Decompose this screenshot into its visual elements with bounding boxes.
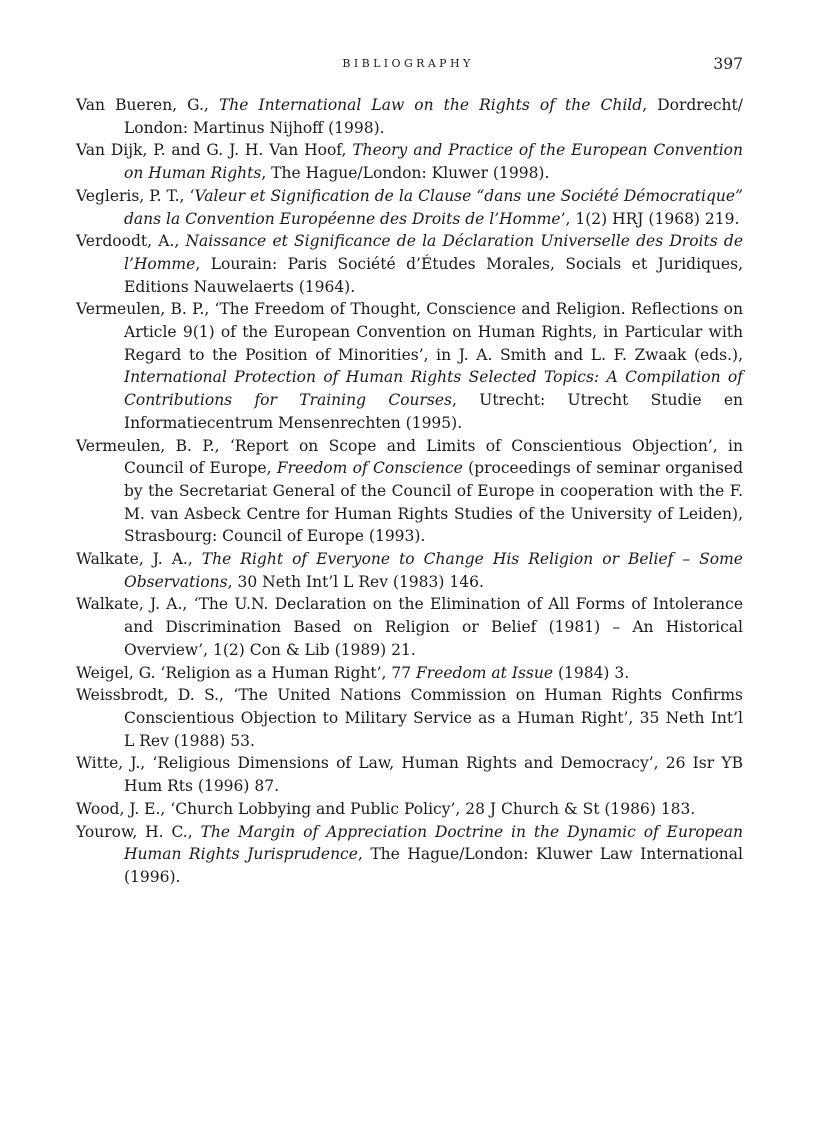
entry-title: The Right of Everyone to Change His Religion or Belief – Some Observations	[124, 550, 743, 591]
bibliography-entry	[76, 185, 743, 230]
bibliography-entry	[76, 821, 743, 889]
bibliography-entry	[76, 684, 743, 752]
entry-title: Valeur et Signification de la Clause “dans une Société Démocratique” dans la Convention Européenne des Droits de l’Homme	[124, 186, 743, 228]
entry-text: Vermeulen, B. P., ‘Report on Scope and Limits of Conscientious Objection’, in Council of Europe,	[76, 436, 743, 478]
entry-text: Walkate, J. A., ‘The U.N. Declaration on the Elimination of All Forms of Intolerance and Discrimination Based on Religion or Belief (1981) – An Historical Overview’, 1(2) Con & Lib (1989) 21.	[76, 595, 743, 659]
bibliography-entry	[76, 139, 743, 184]
entry-text: Yourow, H. C.,	[76, 822, 201, 841]
entry-text: Verdoodt, A.,	[76, 232, 186, 251]
bibliography-list	[76, 94, 743, 889]
entry-text: , Dordrecht/ London: Martinus Nijhoff (1998).	[124, 96, 743, 137]
entry-text: , Lourain: Paris Société d’Études Morales, Socials et Juridiques, Editions Nauwelaerts (1964).	[124, 254, 743, 296]
bibliography-entry	[76, 548, 743, 593]
running-title: BIBLIOGRAPHY	[342, 57, 474, 70]
entry-title: Freedom at Issue	[416, 663, 554, 682]
bibliography-entry	[76, 230, 743, 298]
entry-text: , The Hague/London: Kluwer (1998).	[261, 164, 550, 183]
entry-title: The Margin of Appreciation Doctrine in the Dynamic of European Human Rights Jurisprudence	[124, 822, 743, 864]
bibliography-entry	[76, 435, 743, 549]
entry-text: (1984) 3.	[553, 663, 630, 682]
bibliography-entry	[76, 798, 743, 821]
entry-text: Walkate, J. A.,	[76, 550, 202, 569]
entry-text: Weigel, G. ‘Religion as a Human Right’, 77	[76, 663, 417, 682]
entry-title: Naissance et Significance de la Déclaration Universelle des Droits de l’Homme	[124, 232, 743, 273]
bibliography-entry	[76, 662, 743, 685]
entry-text: Weissbrodt, D. S., ‘The United Nations Commission on Human Rights Confirms Conscientious Objection to Military Service as a Human Right’, 35 Neth Int’l L Rev (1988) 53.	[76, 686, 743, 750]
entry-text: Wood, J. E., ‘Church Lobbying and Public Policy’, 28 J Church & St (1986) 183.	[76, 799, 696, 818]
entry-text: , The Hague/London: Kluwer Law International (1996).	[124, 845, 743, 886]
entry-text: Vermeulen, B. P., ‘The Freedom of Thought, Conscience and Religion. Reflections on Article 9(1) of the European Convention on Human Rights, in Particular with Regard to the Position of Minorities’, in J. A. Smith and L. F. Zwaak (eds.),	[76, 300, 743, 364]
bibliography-entry	[76, 593, 743, 661]
bibliography-entry	[76, 752, 743, 797]
entry-text: (proceedings of seminar organised by the Secretariat General of the Council of Europe in cooperation with the F. M. van Asbeck Centre for Human Rights Studies of the University of Leiden), Strasbourg: Council of Europe (1993).	[124, 459, 744, 546]
entry-title: International Protection of Human Rights Selected Topics: A Compilation of Contributions for Training Courses	[124, 368, 743, 410]
entry-text: Vegleris, P. T., ‘	[76, 186, 195, 205]
running-head	[0, 55, 816, 77]
entry-title: Freedom of Conscience	[276, 459, 463, 478]
entry-text: Van Dijk, P. and G. J. H. Van Hoof,	[76, 141, 353, 160]
bibliography-entry	[76, 94, 743, 139]
entry-text: Van Bueren, G.,	[76, 96, 219, 114]
bibliography-entry	[76, 298, 743, 434]
entry-text: Witte, J., ‘Religious Dimensions of Law, Human Rights and Democracy’, 26 Isr YB Hum Rts (1996) 87.	[76, 754, 743, 796]
entry-title: Theory and Practice of the European Convention on Human Rights	[124, 141, 743, 183]
entry-title: The International Law on the Rights of the Child	[218, 96, 643, 114]
entry-text: ’, 1(2) HRJ (1968) 219.	[560, 209, 740, 228]
page-number: 397	[713, 55, 743, 73]
entry-text: , Utrecht: Utrecht Studie en Informatiecentrum Mensenrechten (1995).	[124, 391, 743, 432]
entry-text: , 30 Neth Int’l L Rev (1983) 146.	[227, 572, 484, 591]
